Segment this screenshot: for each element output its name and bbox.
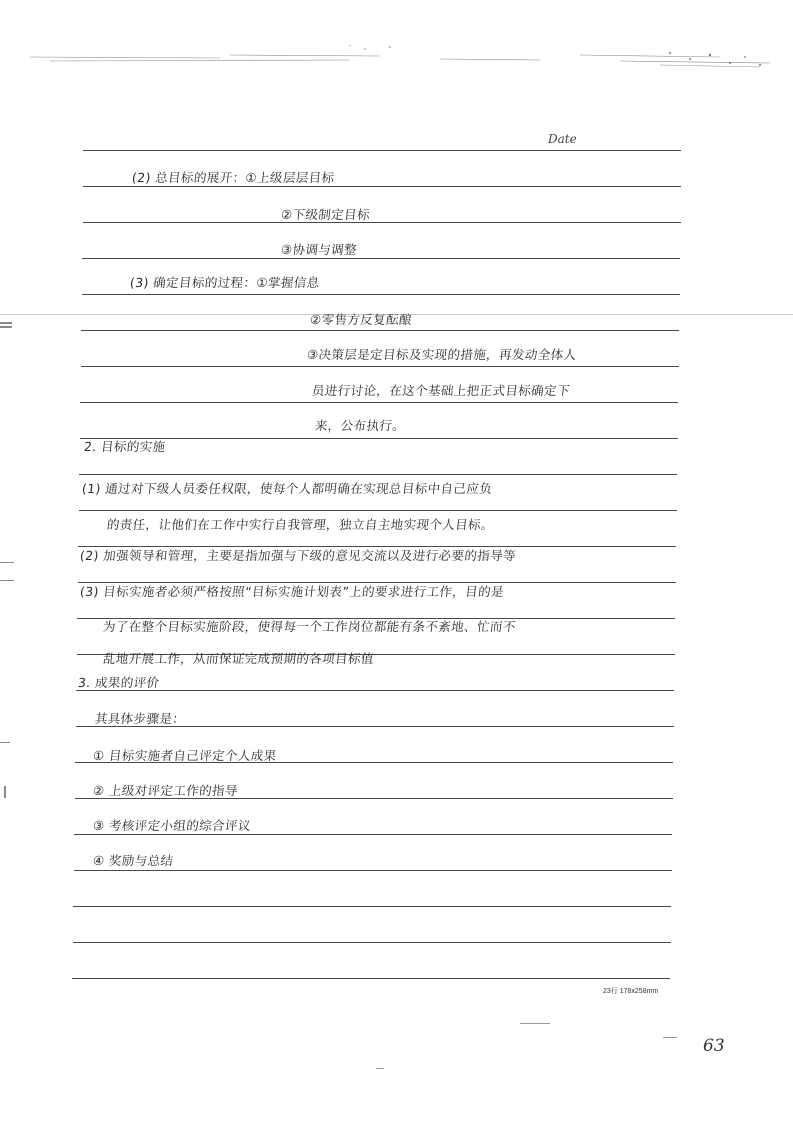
ruled-line	[72, 978, 670, 979]
text-line: ②零售方反复酝酿	[309, 312, 413, 327]
ruled-line	[80, 438, 678, 439]
ruled-line	[73, 906, 671, 907]
ruled-line	[80, 402, 678, 403]
text-line: 2. 目标的实施	[83, 439, 167, 454]
text-line: (2) 总目标的展开：①上级层层目标	[131, 170, 336, 185]
ruled-line	[83, 150, 681, 151]
ruled-line	[76, 690, 674, 691]
scan-dash	[520, 1023, 550, 1024]
ruled-line	[83, 222, 681, 223]
text-line: ③协调与调整	[280, 242, 358, 257]
margin-mark	[0, 562, 14, 563]
text-line: ② 上级对评定工作的指导	[92, 783, 239, 798]
ruled-line	[73, 942, 671, 943]
ruled-line	[81, 366, 679, 367]
ruled-line	[82, 294, 680, 295]
text-line: 为了在整个目标实施阶段，使得每一个工作岗位都能有条不紊地、忙而不	[102, 619, 517, 634]
ruled-line	[82, 258, 680, 259]
text-line: ① 目标实施者自己评定个人成果	[92, 748, 278, 763]
scan-dash	[663, 1037, 677, 1038]
ruled-line	[74, 870, 672, 871]
text-line: (1) 通过对下级人员委任权限，使每个人都明确在实现总目标中自己应负	[81, 481, 494, 496]
text-line: ②下级制定目标	[280, 207, 371, 222]
ruled-line	[79, 510, 677, 511]
text-line: 员进行讨论，在这个基础上把正式目标确定下	[311, 383, 571, 398]
text-line: ③决策层是定目标及实现的措施，再发动全体人	[306, 347, 578, 362]
text-line: ③ 考核评定小组的综合评议	[92, 818, 252, 833]
margin-mark	[0, 742, 10, 743]
page-number: 63	[703, 1036, 725, 1056]
text-line: 来，公布执行。	[314, 418, 407, 433]
text-line: (3) 确定目标的过程：①掌握信息	[129, 275, 321, 290]
text-line: 乱地开展工作，从而保证完成预期的各项目标值	[102, 651, 375, 666]
ruled-line	[81, 330, 679, 331]
scan-noise	[20, 45, 780, 75]
text-line: (3) 目标实施者必须严格按照“目标实施计划表”上的要求进行工作，目的是	[79, 584, 505, 599]
margin-mark	[4, 786, 6, 798]
text-line: 的责任，让他们在工作中实行自我管理，独立自主地实现个人目标。	[106, 517, 495, 532]
ruled-line	[79, 474, 677, 475]
text-line: (2) 加强领导和管理，主要是指加强与下级的意见交流以及进行必要的指导等	[79, 548, 517, 563]
date-label: Date	[548, 132, 577, 146]
margin-mark	[0, 580, 14, 581]
paper-spec: 23行 178x258mm	[603, 988, 659, 995]
text-line: 3. 成果的评价	[77, 675, 161, 690]
margin-mark	[0, 326, 12, 328]
text-line: 其具体步骤是：	[94, 711, 187, 726]
text-line: ④ 奖励与总结	[92, 853, 175, 868]
margin-mark	[0, 322, 12, 324]
ruled-line	[74, 834, 672, 835]
ruled-line	[83, 186, 681, 187]
scan-dash	[376, 1068, 384, 1069]
